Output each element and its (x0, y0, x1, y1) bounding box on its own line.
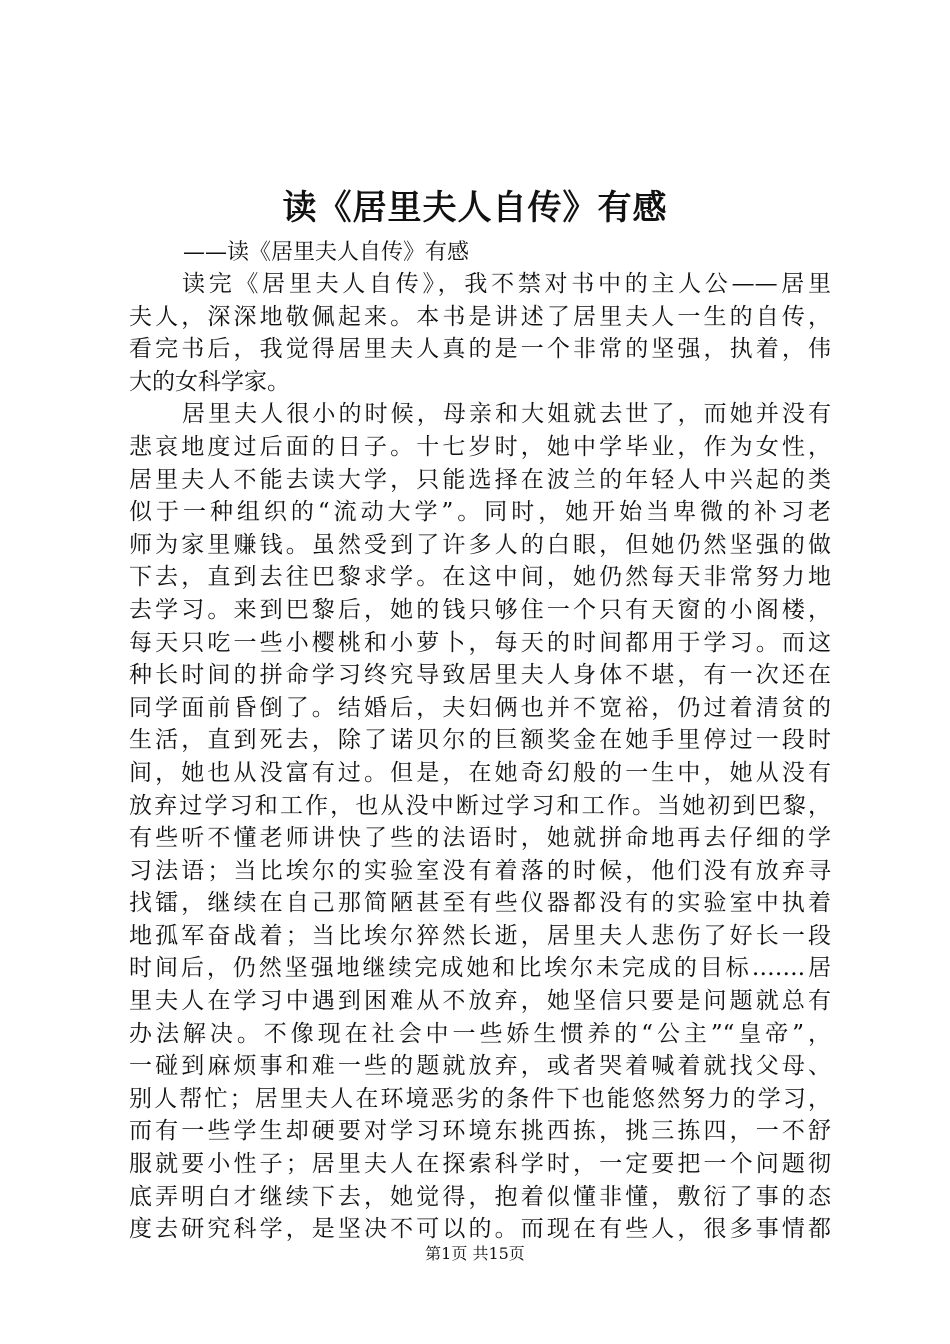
text-line: 下去，直到去往巴黎求学。在这中间，她仍然每天非常努力地 (129, 564, 831, 591)
text-line: 大的女科学家。 (129, 368, 290, 395)
text-line: 别人帮忙；居里夫人在环境恶劣的条件下也能悠然努力的学习， (129, 1085, 831, 1112)
text-line: 去学习。来到巴黎后，她的钱只够住一个只有天窗的小阁楼， (129, 596, 831, 623)
text-line: 度去研究科学，是坚决不可以的。而现在有些人，很多事情都 (129, 1216, 831, 1243)
text-line: 找镭，继续在自己那简陋甚至有些仪器都没有的实验室中执着 (129, 890, 831, 917)
document-subtitle: ——读《居里夫人自传》有感 (183, 240, 470, 265)
text-line: 间，她也从没富有过。但是，在她奇幻般的一生中，她从没有 (129, 759, 831, 786)
text-line: 地孤军奋战着；当比埃尔猝然长逝，居里夫人悲伤了好长一段 (129, 922, 831, 949)
text-line: 而有一些学生却硬要对学习环境东挑西拣，挑三拣四，一不舒 (129, 1118, 831, 1145)
text-line: 似于一种组织的“流动大学”。同时，她开始当卑微的补习老 (129, 499, 831, 526)
page-footer: 第1页 共15页 (425, 1244, 525, 1263)
text-line: 一碰到麻烦事和难一些的题就放弃，或者哭着喊着就找父母、 (129, 1053, 831, 1080)
text-line: 种长时间的拼命学习终究导致居里夫人身体不堪，有一次还在 (129, 662, 831, 689)
text-line: 习法语；当比埃尔的实验室没有着落的时候，他们没有放弃寻 (129, 857, 831, 884)
text-line: 悲哀地度过后面的日子。十七岁时，她中学毕业，作为女性， (129, 433, 831, 460)
text-line: 同学面前昏倒了。结婚后，夫妇俩也并不宽裕，仍过着清贫的 (129, 694, 831, 721)
text-line: 看完书后，我觉得居里夫人真的是一个非常的坚强，执着，伟 (129, 336, 831, 363)
text-line: 居里夫人不能去读大学，只能选择在波兰的年轻人中兴起的类 (129, 466, 831, 493)
document-body (129, 268, 831, 1246)
document-title: 读《居里夫人自传》有感 (282, 188, 668, 228)
paragraph (129, 398, 831, 1245)
text-line: 居里夫人很小的时候，母亲和大姐就去世了，而她并没有 (182, 401, 831, 428)
text-line: 生活，直到死去，除了诺贝尔的巨额奖金在她手里停过一段时 (129, 727, 831, 754)
text-line: 读完《居里夫人自传》，我不禁对书中的主人公——居里 (182, 271, 831, 297)
paragraph (129, 268, 831, 398)
text-line: 放弃过学习和工作，也从没中断过学习和工作。当她初到巴黎， (129, 792, 831, 819)
text-line: 里夫人在学习中遇到困难从不放弃，她坚信只要是问题就总有 (129, 988, 831, 1015)
text-line: 底弄明白才继续下去，她觉得，抱着似懂非懂，敷衍了事的态 (129, 1183, 831, 1210)
text-line: 夫人，深深地敬佩起来。本书是讲述了居里夫人一生的自传， (129, 303, 831, 330)
text-line: 办法解决。不像现在社会中一些娇生惯养的“公主”“皇帝”， (129, 1020, 831, 1047)
text-line: 每天只吃一些小樱桃和小萝卜，每天的时间都用于学习。而这 (129, 629, 831, 656)
text-line: 时间后，仍然坚强地继续完成她和比埃尔未完成的目标…….居 (129, 955, 831, 982)
text-line: 师为家里赚钱。虽然受到了许多人的白眼，但她仍然坚强的做 (129, 531, 831, 558)
text-line: 有些听不懂老师讲快了些的法语时，她就拼命地再去仔细的学 (129, 825, 831, 852)
text-line: 服就要小性子；居里夫人在探索科学时，一定要把一个问题彻 (129, 1151, 831, 1178)
